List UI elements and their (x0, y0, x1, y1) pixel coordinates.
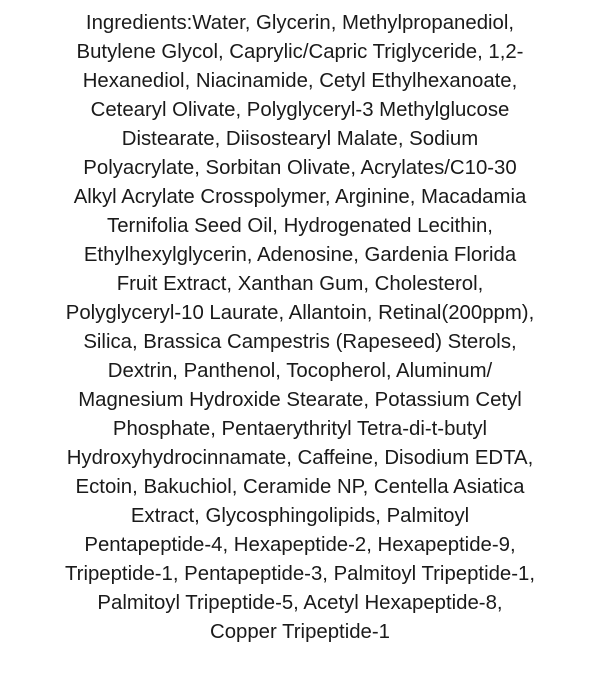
ingredients-line: Ingredients:Water, Glycerin, Methylpropanediol, (85, 12, 515, 34)
ingredients-line: Polyglyceryl-10 Laurate, Allantoin, Retinal(200ppm), (65, 302, 535, 324)
ingredients-line: Butylene Glycol, Caprylic/Capric Triglyceride, 1,2- (76, 41, 524, 63)
ingredients-line: Tripeptide-1, Pentapeptide-3, Palmitoyl Tripeptide-1, (64, 563, 536, 585)
ingredients-line: Phosphate, Pentaerythrityl Tetra-di-t-butyl (112, 418, 488, 440)
ingredients-line: Hexanediol, Niacinamide, Cetyl Ethylhexanoate, (82, 70, 518, 92)
ingredients-line: Alkyl Acrylate Crosspolymer, Arginine, Macadamia (73, 186, 527, 208)
ingredients-line: Ternifolia Seed Oil, Hydrogenated Lecithin, (107, 215, 493, 237)
ingredients-line: Palmitoyl Tripeptide-5, Acetyl Hexapeptide-8, (97, 592, 503, 614)
ingredients-line: Fruit Extract, Xanthan Gum, Cholesterol, (116, 273, 484, 295)
ingredients-line: Cetearyl Olivate, Polyglyceryl-3 Methylglucose (90, 99, 510, 121)
ingredients-line: Dextrin, Panthenol, Tocopherol, Aluminum/ (107, 360, 493, 382)
ingredients-line: Extract, Glycosphingolipids, Palmitoyl (130, 505, 470, 527)
ingredients-list (0, 9, 600, 647)
ingredients-line: Pentapeptide-4, Hexapeptide-2, Hexapeptide-9, (84, 534, 516, 556)
ingredients-line: Polyacrylate, Sorbitan Olivate, Acrylates/C10-30 (83, 157, 517, 179)
ingredients-line: Hydroxyhydrocinnamate, Caffeine, Disodium EDTA, (66, 447, 534, 469)
ingredients-line: Magnesium Hydroxide Stearate, Potassium Cetyl (78, 389, 522, 411)
ingredients-line: Ectoin, Bakuchiol, Ceramide NP, Centella Asiatica (75, 476, 525, 498)
ingredients-line: Ethylhexylglycerin, Adenosine, Gardenia Florida (83, 244, 517, 266)
ingredients-line: Silica, Brassica Campestris (Rapeseed) Sterols, (83, 331, 517, 353)
ingredients-line: Distearate, Diisostearyl Malate, Sodium (121, 128, 479, 150)
ingredients-line: Copper Tripeptide-1 (210, 621, 390, 643)
